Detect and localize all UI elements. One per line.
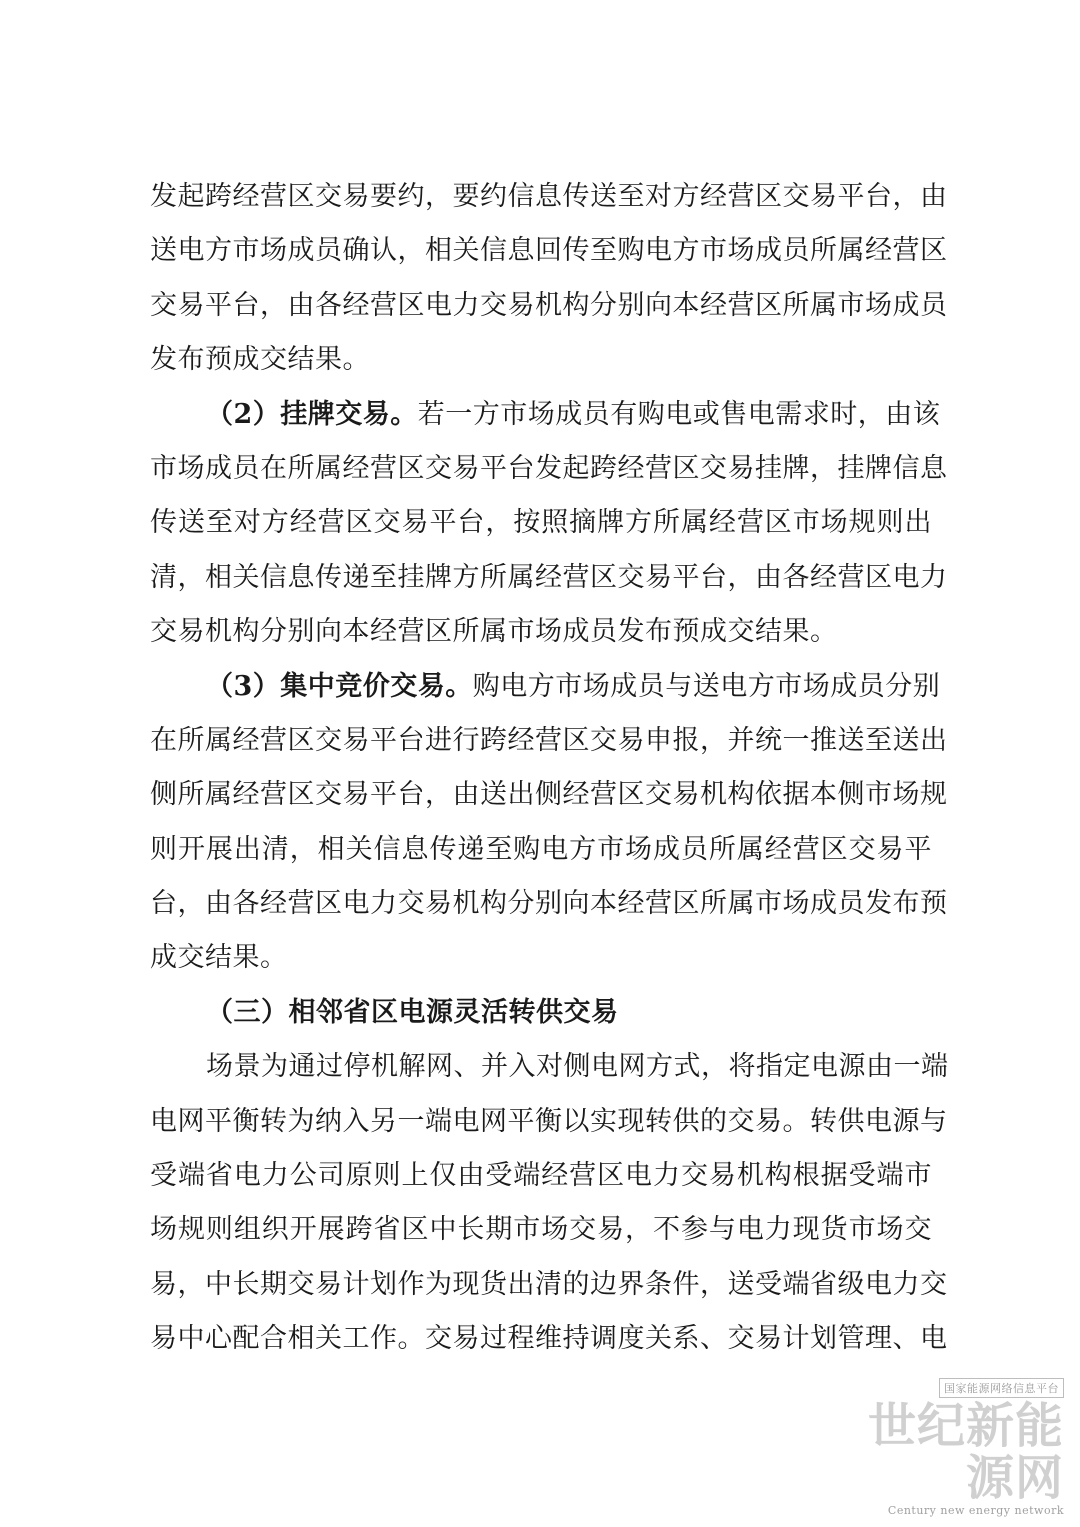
document-body xyxy=(150,170,949,1367)
text-run: 购电方市场成员与送电方市场成员分别 xyxy=(472,670,941,702)
text-line: 易中心配合相关工作。交易过程维持调度关系、交易计划管理、电 xyxy=(150,1323,948,1355)
watermark-logo xyxy=(864,1377,1064,1517)
text-line: 易，中长期交易计划作为现货出清的边界条件，送受端省级电力交 xyxy=(150,1268,948,1300)
text-line: 台，由各经营区电力交易机构分别向本经营区所属市场成员发布预 xyxy=(150,888,948,920)
text-line: 交易平台，由各经营区电力交易机构分别向本经营区所属市场成员 xyxy=(150,289,948,321)
paragraph-first-line xyxy=(150,660,941,714)
section-heading: （三）相邻省区电源灵活转供交易 xyxy=(206,996,619,1028)
watermark-tag: 国家能源网络信息平台 xyxy=(939,1378,1064,1398)
text-line: 电网平衡转为纳入另一端电网平衡以实现转供的交易。转供电源与 xyxy=(150,1105,948,1137)
text-line: 传送至对方经营区交易平台，按照摘牌方所属经营区市场规则出 xyxy=(150,507,932,539)
text-line: 侧所属经营区交易平台，由送出侧经营区交易机构依据本侧市场规 xyxy=(150,779,948,811)
watermark-title: 世纪新能源网 xyxy=(867,1398,1064,1506)
paragraph-first-line xyxy=(150,388,941,442)
text-line: 成交结果。 xyxy=(150,942,288,974)
text-run: 若一方市场成员有购电或售电需求时，由该 xyxy=(417,398,941,430)
text-line: 送电方市场成员确认，相关信息回传至购电方市场成员所属经营区 xyxy=(150,235,948,267)
text-line: 受端省电力公司原则上仅由受端经营区电力交易机构根据受端市 xyxy=(150,1160,932,1192)
text-line: 发起跨经营区交易要约，要约信息传送至对方经营区交易平台，由 xyxy=(150,181,948,212)
text-line: 市场成员在所属经营区交易平台发起跨经营区交易挂牌，挂牌信息 xyxy=(150,452,948,484)
watermark-subtitle: Century new energy network xyxy=(887,1504,1064,1517)
text-line: 场规则组织开展跨省区中长期市场交易，不参与电力现货市场交 xyxy=(150,1214,932,1246)
text-line: 则开展出清，相关信息传递至购电方市场成员所属经营区交易平 xyxy=(150,833,932,865)
text-line: 发布预成交结果。 xyxy=(150,344,370,376)
paragraph-heading: （3）集中竞价交易。 xyxy=(206,670,473,702)
text-line: 在所属经营区交易平台进行跨经营区交易申报，并统一推送至送出 xyxy=(150,724,948,756)
text-line: 场景为通过停机解网、并入对侧电网方式，将指定电源由一端 xyxy=(206,1051,949,1083)
text-line: 清，相关信息传递至挂牌方所属经营区交易平台，由各经营区电力 xyxy=(150,561,948,593)
paragraph-heading: （2）挂牌交易。 xyxy=(206,398,418,430)
text-line: 交易机构分别向本经营区所属市场成员发布预成交结果。 xyxy=(150,616,838,648)
